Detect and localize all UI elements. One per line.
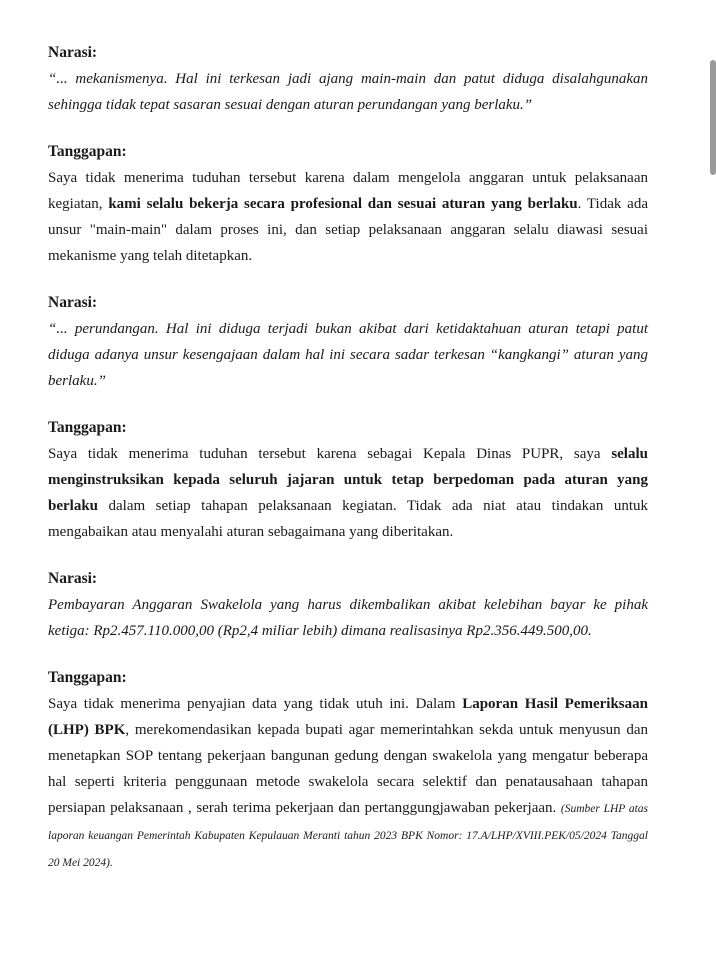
tanggapan-text — [48, 691, 648, 876]
narasi-section-3 — [48, 566, 648, 644]
tanggapan-emphasis: kami selalu bekerja secara profesional dan sesuai aturan yang berlaku — [108, 196, 578, 212]
scrollbar[interactable] — [710, 60, 716, 175]
tanggapan-emphasis: selalu menginstruksikan kepada seluruh jajaran untuk tetap berpedoman pada aturan yang berlaku — [48, 446, 648, 514]
tanggapan-text-part: , merekomendasikan kepada bupati agar memerintahkan sekda untuk menyusun dan menetapkan SOP tentang pekerjaan bangunan gedung dengan swakelola yang mengatur beberapa hal seperti kriteria penggunaan metode swakelola secara selektif dan penatausahaan tahapan persiapan pelaksanaan , serah terima pekerjaan dan pertanggungjawaban pekerjaan. — [48, 722, 648, 816]
tanggapan-label: Tanggapan: — [48, 669, 127, 686]
narasi-label: Narasi: — [48, 570, 98, 587]
tanggapan-text-part: dalam setiap tahapan pelaksanaan kegiatan. Tidak ada niat atau tindakan untuk mengabaikan atau menyalahi aturan sebagaimana yang diberitakan. — [48, 498, 648, 540]
narasi-quote: Pembayaran Anggaran Swakelola yang harus dikembalikan akibat kelebihan bayar ke pihak ketiga: Rp2.457.110.000,00 (Rp2,4 miliar lebih) dimana realisasinya Rp2.356.449.500,00. — [48, 597, 648, 639]
narasi-label: Narasi: — [48, 44, 98, 61]
tanggapan-text-part: . Tidak ada unsur "main-main" dalam proses ini, dan setiap pelaksanaan anggaran selalu diawasi sesuai mekanisme yang telah ditetapkan. — [48, 196, 648, 264]
narasi-section-1 — [48, 40, 648, 118]
tanggapan-label: Tanggapan: — [48, 143, 127, 160]
tanggapan-emphasis: Laporan Hasil Pemeriksaan (LHP) BPK — [48, 696, 648, 738]
tanggapan-section-1 — [48, 139, 648, 269]
tanggapan-text-part: Saya tidak menerima penyajian data yang tidak utuh ini. Dalam — [48, 696, 463, 712]
narasi-label: Narasi: — [48, 294, 98, 311]
tanggapan-label: Tanggapan: — [48, 419, 127, 436]
tanggapan-section-3 — [48, 665, 648, 876]
tanggapan-text — [48, 441, 648, 545]
tanggapan-section-2 — [48, 415, 648, 545]
tanggapan-text-part: Saya tidak menerima tuduhan tersebut karena sebagai Kepala Dinas PUPR, saya — [48, 446, 612, 462]
tanggapan-text — [48, 165, 648, 269]
tanggapan-text-part: Saya tidak menerima tuduhan tersebut karena dalam mengelola anggaran untuk pelaksanaan kegiatan, — [48, 170, 648, 212]
narasi-quote: “... mekanismenya. Hal ini terkesan jadi ajang main-main dan patut diduga disalahgunakan sehingga tidak tepat sasaran sesuai dengan aturan perundangan yang berlaku.” — [48, 71, 648, 113]
source-citation: (Sumber LHP atas laporan keuangan Pemerintah Kabupaten Kepulauan Meranti tahun 2023 BPK Nomor: 17.A/LHP/XVIII.PEK/05/2024 Tanggal 20 Mei 2024). — [48, 803, 648, 869]
narasi-section-2 — [48, 290, 648, 394]
narasi-quote: “... perundangan. Hal ini diduga terjadi bukan akibat dari ketidaktahuan aturan tetapi patut diduga adanya unsur kesengajaan dalam hal ini secara sadar terkesan “kangkangi” aturan yang berlaku.” — [48, 321, 648, 389]
document-page — [48, 40, 648, 897]
